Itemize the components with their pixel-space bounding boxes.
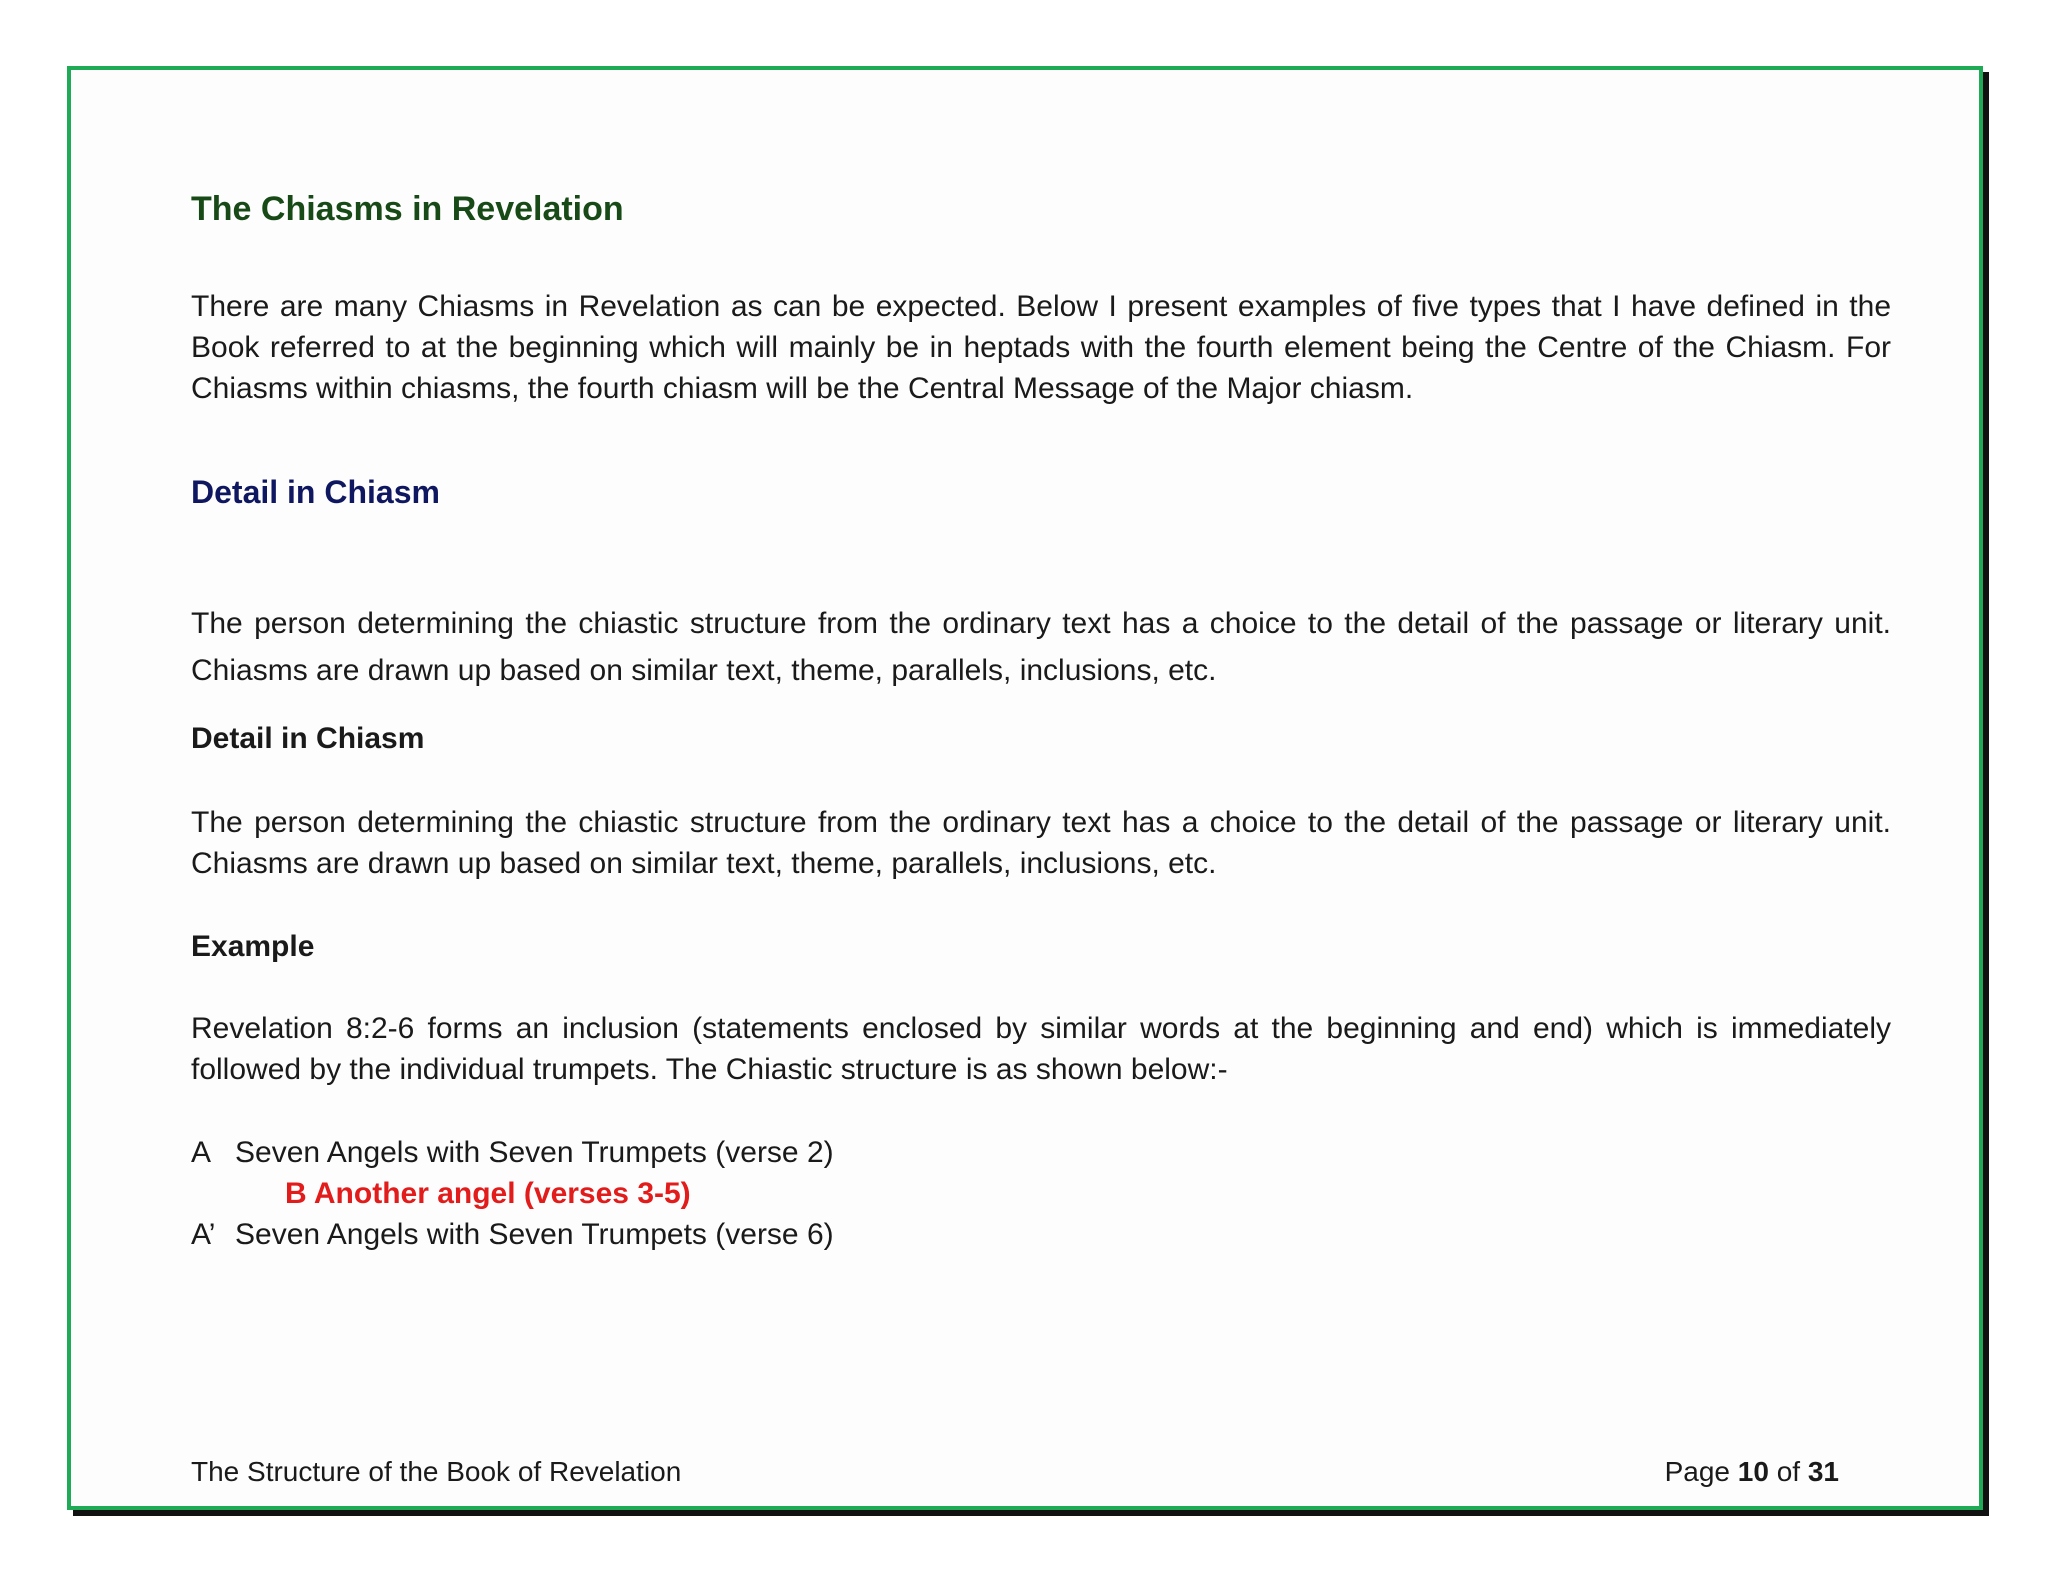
page-number xyxy=(1665,1456,1839,1488)
intro-paragraph: There are many Chiasms in Revelation as can be expected. Below I present examples of five types that I have defined in the Book referred to at the beginning which will mainly be in heptads with the fourth element being the Centre of the Chiasm. For Chiasms within chiasms, the fourth chiasm will be the Central Message of the Major chiasm. xyxy=(191,290,1891,405)
chiasm-text-a-prime: Seven Angels with Seven Trumpets (verse 6) xyxy=(235,1218,834,1251)
chiasm-letter-a: A xyxy=(191,1136,212,1169)
chiasm-text-a: Seven Angels with Seven Trumpets (verse 2) xyxy=(235,1136,834,1169)
page-word: Page xyxy=(1664,1456,1730,1487)
chiasm-line-b xyxy=(191,1173,1391,1214)
page-title: The Chiasms in Revelation xyxy=(191,190,624,228)
page-frame xyxy=(67,66,1983,1510)
footer-title: The Structure of the Book of Revelation xyxy=(191,1456,682,1487)
detail-paragraph-1: The person determining the chiastic structure from the ordinary text has a choice to the detail of the passage or literary unit. Chiasms are drawn up based on similar text, theme, parallels, inclusions, etc. xyxy=(191,607,1891,687)
subheading-example: Example xyxy=(191,930,315,963)
chiasm-letter-a-prime: A’ xyxy=(191,1218,216,1251)
chiasm-line-a-prime xyxy=(191,1214,1391,1255)
chiasm-line-a xyxy=(191,1132,1391,1173)
chiasm-text-b: B Another angel (verses 3-5) xyxy=(285,1177,691,1210)
page-of-word: of xyxy=(1776,1456,1801,1487)
example-paragraph: Revelation 8:2-6 forms an inclusion (statements enclosed by similar words at the beginning and end) which is immediately followed by the individual trumpets. The Chiastic structure is as shown below:- xyxy=(191,1012,1891,1086)
section-heading-detail: Detail in Chiasm xyxy=(191,474,440,510)
page-current: 10 xyxy=(1737,1456,1769,1487)
chiasm-structure xyxy=(191,1132,1391,1255)
page-total: 31 xyxy=(1807,1456,1839,1487)
subheading-detail: Detail in Chiasm xyxy=(191,722,425,755)
detail-paragraph-2: The person determining the chiastic structure from the ordinary text has a choice to the detail of the passage or literary unit. Chiasms are drawn up based on similar text, theme, parallels, inclusions, etc. xyxy=(191,806,1891,880)
